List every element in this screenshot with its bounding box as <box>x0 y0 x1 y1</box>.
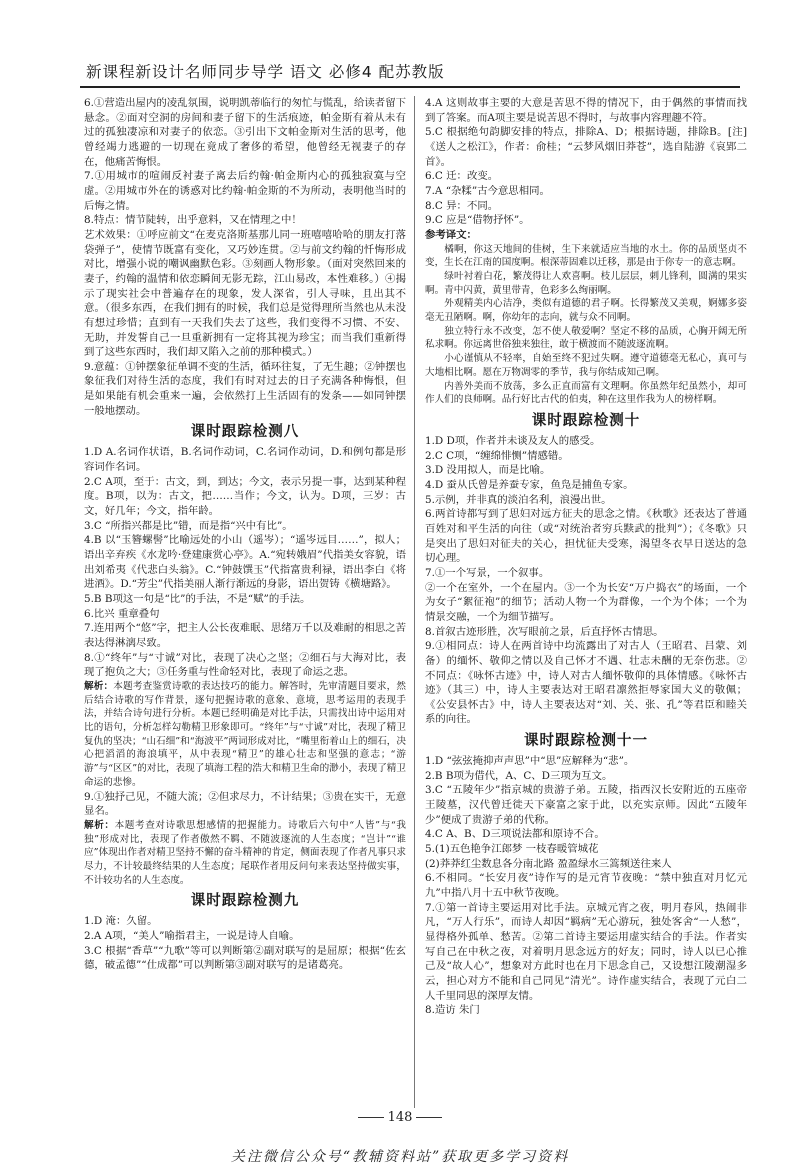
answer-item: 7.①用城市的喧闹反衬妻子离去后约翰·帕金斯内心的孤独寂寞与空虚。②用城市外在的诱惑对比约翰·帕金斯的不为所动，表明他当时的后悔之情。 <box>84 170 406 212</box>
page-number-dash <box>358 1117 384 1118</box>
answer-item: 5.B B项这一句是“比”的手法，不是“赋”的手法。 <box>84 593 311 605</box>
answer-item: 艺术效果：①呼应前文“在麦克洛斯基那儿同一班嘻嘻哈哈的朋友打落袋弹子”，使情节既富有变化，又巧妙连贯。②与前文约翰的忏悔形成对比，增强小说的嘲讽幽默色彩。③刻画人物形象。（面对突然回来的妻子，约翰的温情和依恋瞬间无影无踪，江山易改，本性难移。）④揭示了现实社会中普遍存在的现象，发人深省，引人寻味，且出其不意。（很多东西，在我们拥有的时候，我们总是觉得理所当然也从未没有想过珍惜；直到有一天我们失去了这些，我们变得不习惯、不安、无助，并发誓自己一旦重新拥有一定将其视为珍宝；而当我们重新得到了这些东西时，我们却又陷入之前的那种模式。） <box>84 228 406 359</box>
page-header: 新课程新设计名师同步导学 语文 必修4 配苏教版 <box>86 63 445 81</box>
answer-item: 7.连用两个“悠”字，把主人公长夜难眠、思绪万千以及难耐的相思之苦表达得淋漓尽致。 <box>84 622 406 649</box>
answer-item: 2.C C项，“缠绵悱恻”情感错。 <box>425 449 569 462</box>
answer-item: 9.C 应是“借物抒怀”。 <box>425 214 530 227</box>
reference-translation <box>425 243 747 407</box>
answer-item: 2.B B项为借代，A、C、D三项为互文。 <box>425 769 613 782</box>
answer-item: 4.D 蚕从氏曾是养蚕专家，鱼凫是捕鱼专家。 <box>425 478 634 491</box>
answer-item: (2)莽莽红尘数息各分南北路 盈盈绿水三篙频送往来人 <box>425 857 672 870</box>
answer-item: 8.特点：情节陡转，出乎意料，又在情理之中！ <box>84 214 302 227</box>
analysis-paragraph <box>84 680 406 790</box>
header-rule <box>80 86 740 88</box>
translation-paragraph: 内善外美而不放荡，多么正直而富有文理啊。你虽然年纪虽然小，却可作人们的良师啊。品行好比古代的伯夷，种在这里作我为人的榜样啊。 <box>425 380 747 406</box>
translation-paragraph: 小心谨慎从不轻率，自始至终不犯过失啊。遵守道德毫无私心，真可与大地相比啊。愿在万物凋零的季节，我与你结成知己啊。 <box>425 353 747 378</box>
section-title-10: 课时跟踪检测十 <box>531 413 641 429</box>
answer-item: 9.意蕴：①钟摆象征单调不变的生活，循环往复，了无生趣；②钟摆也象征我们对待生活的态度，我们有时对过去的日子充满各种悔恨，但是如果能有机会重来一遍，会依然打上生活固有的发条——如同钟摆一般地摆动。 <box>84 360 406 417</box>
answer-item: 2.C A项，至于：古文，到，到达；今文，表示另提一事，达到某种程度。B项，以为：古文，把……当作；今文，认为。D项，三岁：古文，好几年；今文，指年龄。 <box>84 475 406 518</box>
translation-paragraph: 独立特行永不改变，怎不使人敬爱啊？坚定不移的品质，心胸开阔无所私求啊。你远离世俗独来独往，敢于横渡而不随波逐流啊。 <box>425 325 747 351</box>
answer-item: 7.A “杂糅”古今意思相同。 <box>425 184 550 197</box>
answer-item: 3.D 没用拟人，而是比喻。 <box>425 464 551 477</box>
right-column <box>425 96 747 1018</box>
answer-item: 1.D A.名词作状语，B.名词作动词，C.名词作动词，D.和例句都是形容词作名词。 <box>84 446 406 474</box>
answer-item: 4.C A、B、D三项说法都和原诗不合。 <box>425 828 605 841</box>
answer-item: ②一个在室外，一个在屋内。③一个为长安“万户捣衣”的场面，一个为女子“絮征袍”的细节；活动人物一个为群像，一个为个体；一个为情景交融，一个为细节描写。 <box>425 581 747 623</box>
analysis-paragraph <box>84 819 406 888</box>
answer-item: 5.C 根据绝句韵脚安排的特点，排除A、D；根据诗题，排除B。[注]《送人之松江》，作者：俞桂；“云梦风烟旧莽苍”，选自陆游《哀郢二首》。 <box>425 126 747 168</box>
answer-item: 1.D “弦弦掩抑声声思”中“思”应解释为“悲”。 <box>425 755 635 768</box>
answer-item: 4.A 这则故事主要的大意是苦思不得的情况下，由于偶然的事情而找到了答案。而A项主要是说苦思不得时，与故事内容理趣不符。 <box>425 97 747 124</box>
section-title-8: 课时跟踪检测八 <box>190 424 300 441</box>
answer-item: 8.首叙古迹形胜，次写眼前之景，后直抒怀古情思。 <box>425 625 664 638</box>
answer-item: 9.①独抒己见，不随大流；②但求尽力，不计结果；③贵在实干，无意显名。 <box>84 790 406 818</box>
column-divider <box>414 96 415 1108</box>
answer-item: 1.D D项，作者并未谈及友人的感受。 <box>425 435 601 447</box>
answer-item: 1.D 淹：久留。 <box>84 915 158 928</box>
reference-translation-label: 参考译文： <box>425 228 477 241</box>
answer-item: 2.A A项，“美人”喻指君主，一说是诗人自喻。 <box>84 930 300 943</box>
page-number-value: 148 <box>387 1110 413 1125</box>
answer-item: 6.比兴 重章叠句 <box>84 607 160 620</box>
answer-item: 3.C “所指兴都是比”错，而是指“兴中有比”。 <box>84 519 293 532</box>
translation-paragraph: 橘啊，你这天地间的佳树，生下来就适应当地的水土。你的品质坚贞不变，生长在江南的国度啊。根深蒂固难以迁移，那是由于你专一的意志啊。 <box>425 243 747 269</box>
page-number <box>0 1110 800 1125</box>
left-column <box>84 96 406 973</box>
analysis-label: 解析： <box>84 680 114 692</box>
section-title-11: 课时跟踪检测十一 <box>524 733 648 750</box>
analysis-text: 本题考查对诗歌思想感情的把握能力。诗歌后六句中“人皆”与“我独”形成对比，表现了作者傲然不羁、不随波逐流的人生态度；“岂计”“谁应”体现出作者对精卫坚持不懈的奋斗精神的肯定，侧面表现了作者凡事只求尽力，不计较最终结果的人生态度；尾联作者用反问句来表达坚持做实事，不计较功名的人生态度。 <box>84 819 406 886</box>
answer-item: 3.C 根据“香草”“九歌”等可以判断第②副对联写的是屈原；根据“佐玄德，破孟德”“仕成都”可以判断第③副对联写的是诸葛亮。 <box>84 944 406 972</box>
analysis-text: 本题考查鉴赏诗歌的表达技巧的能力。解答时，先审清题目要求，然后结合诗歌的写作背景，逐句把握诗歌的意象、意境，思考运用的表现手法，并结合诗句进行分析。本题已经明确是对比手法，只需找出诗中运用对比的语句，分析怎样勾勒精卫形象即可。“终年”与“寸诚”对比，表现了精卫复仇的坚决；“山石细”和“海波平”两词形成对比，“嘴里衔着山上的细石，决心把滔滔的海浪填平，从中表现“精卫”的雄心壮志和坚强的意志；“游游”与“区区”的对比，表现了填海工程的浩大和精卫生命的渺小，表现了精卫命运的悲惨。 <box>84 680 407 788</box>
answer-item: 9.①相同点：诗人在两首诗中均流露出了对古人（王昭君、吕蒙、刘备）的缅怀、敬仰之情以及自己怀才不遇、壮志未酬的无奈伤悲。②不同点：《咏怀古迹》中，诗人对古人缅怀敬仰的具体情感。《咏怀古迹》（其三）中，诗人主要表达对王昭君凛然拒辱家国大义的敬佩；《公安县怀古》中，诗人主要表达对“刘、关、张、孔”等君臣和睦关系的向往。 <box>425 640 747 726</box>
section-title-9: 课时跟踪检测九 <box>190 893 300 910</box>
answer-item: 7.①第一首诗主要运用对比手法。京城元宵之夜，明月春风，热闹非凡，“万人行乐”，而诗人却因“羁病”无心游玩，独处客舍“一人愁”，显得格外孤单、愁苦。②第二首诗主要运用虚实结合的手法。作者实写自己在中秋之夜，对着明月思念远方的好友；同时，诗人以已心推己及“故人心”，想象对方此时也在月下思念自己，又设想江陵潮湿多云，担心对方不能和自己同见“清光”。诗作虚实结合，表现了元白二人千里同思的深厚友情。 <box>425 901 747 1002</box>
answer-item: 8.①“终年”与“寸诚”对比，表现了决心之坚；②细石与大海对比，表现了抱负之大；③任务重与性命轻对比，表现了命运之悲。 <box>84 651 406 679</box>
answer-item: 6.两首诗都写到了思妇对远方征夫的思念之情。《秋歌》还表达了普通百姓对和平生活的向往（或“对统治者穷兵黩武的批判”）；《冬歌》只是突出了思妇对征夫的关心，担忧征夫受寒，渴望冬衣早日送达的急切心理。 <box>425 508 747 565</box>
answer-item: 8.C 异：不同。 <box>425 199 499 212</box>
footer-note: 关注微信公众号“教辅资料站”获取更多学习资料 <box>230 1149 570 1165</box>
answer-item: 6.C 迁：改变。 <box>425 170 499 183</box>
answer-item: 3.C “五陵年少”指京城的贵游子弟。五陵，指西汉长安附近的五座帝王陵墓，汉代曾迁徙天下豪富之家于此，以充实京师。因此“五陵年少”便成了贵游子弟的代称。 <box>425 784 747 826</box>
answer-item: 6.不相同。“长安月夜”诗作写的是元宵节夜晚：“禁中独直对月忆元九”中指八月十五中秋节夜晚。 <box>425 872 747 900</box>
answer-item: 5.(1)五色艳争江郎梦 一枝春暖管城花 <box>425 843 599 856</box>
answer-item: 5.示例，并非真的淡泊名利，浪漫出世。 <box>425 493 612 506</box>
translation-paragraph: 绿叶衬着白花，繁茂得让人欢喜啊。枝儿层层，刺儿锋利，圆满的果实啊。青中闪黄，黄里带青，色彩多么绚丽啊。 <box>425 270 747 296</box>
analysis-label: 解析： <box>84 819 115 831</box>
answer-item: 7.①一个写景，一个叙事。 <box>425 566 550 579</box>
answer-item: 6.①营造出屋内的凌乱氛围，说明凯蒂临行的匆忙与慌乱，给读者留下悬念。②面对空洞的房间和妻子留下的生活痕迹，帕金斯有着从未有过的孤独凄凉和对妻子的依恋。③引出下文帕金斯对生活的思考，他曾经竭力逃避的一切现在竟成了奢侈的希望，他曾经无视妻子的存在，他痛苦悔恨。 <box>84 97 406 168</box>
answer-item: 8.造访 朱门 <box>425 1004 480 1017</box>
answer-item: 4.B 以“玉簪螺髻”比喻远处的小山（遥岑）；“遥岑远目……”，拟人；语出辛弃疾《水龙吟·登建康赏心亭》。A.“宛转娥眉”代指美女容貌，语出刘希夷《代悲白头翁》。C.“钟鼓馔玉”代指富贵利禄，语出李白《将进酒》。D.“芳尘”代指美丽人渐行渐远的身影，语出贺铸《横塘路》。 <box>84 534 406 591</box>
translation-paragraph: 外观精美内心洁净，类似有道德的君子啊。长得繁茂又美观，婀娜多姿毫无丑陋啊。啊，你幼年的志向，就与众不同啊。 <box>425 298 747 324</box>
page-number-dash <box>416 1117 442 1118</box>
